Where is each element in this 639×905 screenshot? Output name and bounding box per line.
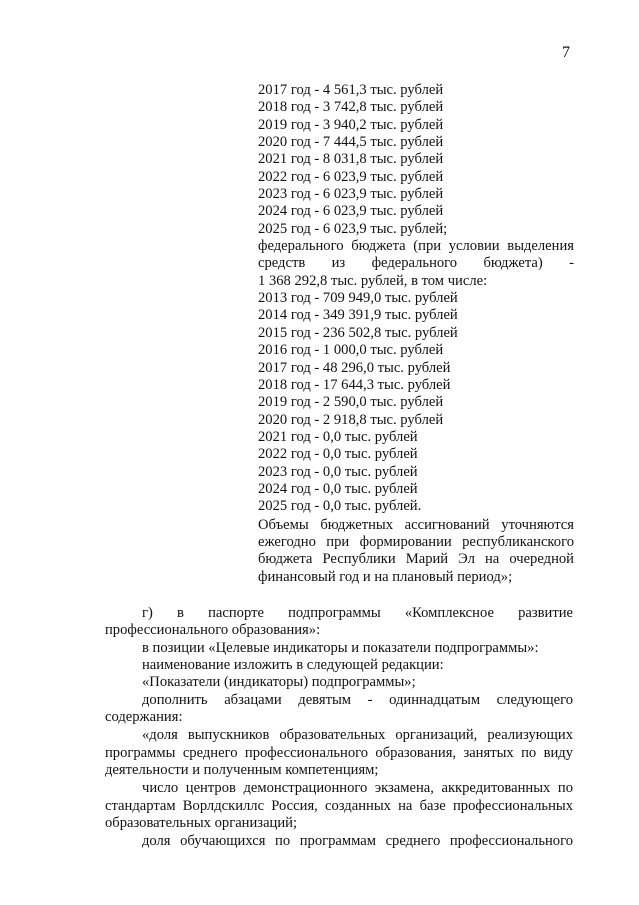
indicator-paragraph-1: «доля выпускников образовательных организаций, реализующих программы среднего профессионального образования, занятых по виду деятельности и полученным компетенциям; (105, 727, 573, 779)
year-line-2013-federal: 2013 год - 709 949,0 тыс. рублей (258, 290, 458, 307)
year-line-2016-federal: 2016 год - 1 000,0 тыс. рублей (258, 342, 444, 359)
year-line-2020-republic: 2020 год - 7 444,5 тыс. рублей (258, 134, 444, 151)
financing-column (258, 82, 574, 586)
year-line-2019-federal: 2019 год - 2 590,0 тыс. рублей (258, 394, 444, 411)
year-line-2014-federal: 2014 год - 349 391,9 тыс. рублей (258, 307, 458, 324)
item-g-line-1: г) в паспорте подпрограммы «Комплексное развитие (142, 605, 573, 621)
federal-budget-total: 1 368 292,8 тыс. рублей, в том числе: (258, 272, 488, 289)
position-line: в позиции «Целевые индикаторы и показатели подпрограммы»: (142, 639, 539, 656)
page-number: 7 (562, 44, 570, 61)
year-line-2021-federal: 2021 год - 0,0 тыс. рублей (258, 428, 418, 445)
year-line-2022-republic: 2022 год - 6 023,9 тыс. рублей (258, 168, 444, 185)
year-line-2023-federal: 2023 год - 0,0 тыс. рублей (258, 463, 418, 480)
allocations-note: Объемы бюджетных ассигнований уточняются ежегодно при формировании республиканского бюджета Республики Марий Эл на очередной финансовый год и на плановый период»; (258, 516, 574, 585)
amendment-text (105, 605, 573, 851)
year-line-2024-federal: 2024 год - 0,0 тыс. рублей (258, 480, 418, 497)
year-line-2025-republic: 2025 год - 6 023,9 тыс. рублей; (258, 220, 448, 237)
federal-budget-line-2: средств из федерального бюджета) - (258, 255, 574, 272)
year-line-2022-federal: 2022 год - 0,0 тыс. рублей (258, 446, 418, 463)
year-line-2018-republic: 2018 год - 3 742,8 тыс. рублей (258, 99, 444, 116)
indicator-paragraph-3-start: доля обучающихся по программам среднего профессионального (142, 833, 573, 850)
year-line-2018-federal: 2018 год - 17 644,3 тыс. рублей (258, 376, 451, 393)
new-name-line: «Показатели (индикаторы) подпрограммы»; (142, 674, 416, 691)
supplement-line-1: дополнить абзацами девятым - одиннадцатым следующего (142, 691, 573, 708)
indicator-paragraph-2: число центров демонстрационного экзамена, аккредитованных по стандартам Ворлдскиллс Россия, созданных на базе профессиональных образовательных организаций; (105, 780, 573, 832)
item-g-line-2: профессионального образования»: (105, 622, 321, 639)
federal-budget-line-1: федерального бюджета (при условии выделения (258, 238, 574, 255)
year-line-2017-republic: 2017 год - 4 561,3 тыс. рублей (258, 82, 444, 98)
year-line-2023-republic: 2023 год - 6 023,9 тыс. рублей (258, 186, 444, 203)
year-line-2019-republic: 2019 год - 3 940,2 тыс. рублей (258, 116, 444, 133)
year-line-2015-federal: 2015 год - 236 502,8 тыс. рублей (258, 324, 458, 341)
year-line-2025-federal: 2025 год - 0,0 тыс. рублей. (258, 498, 422, 515)
year-line-2020-federal: 2020 год - 2 918,8 тыс. рублей (258, 411, 444, 428)
year-line-2024-republic: 2024 год - 6 023,9 тыс. рублей (258, 203, 444, 220)
year-line-2017-federal: 2017 год - 48 296,0 тыс. рублей (258, 359, 451, 376)
supplement-line-2: содержания: (105, 709, 183, 726)
rename-line: наименование изложить в следующей редакции: (142, 657, 444, 674)
year-line-2021-republic: 2021 год - 8 031,8 тыс. рублей (258, 151, 444, 168)
